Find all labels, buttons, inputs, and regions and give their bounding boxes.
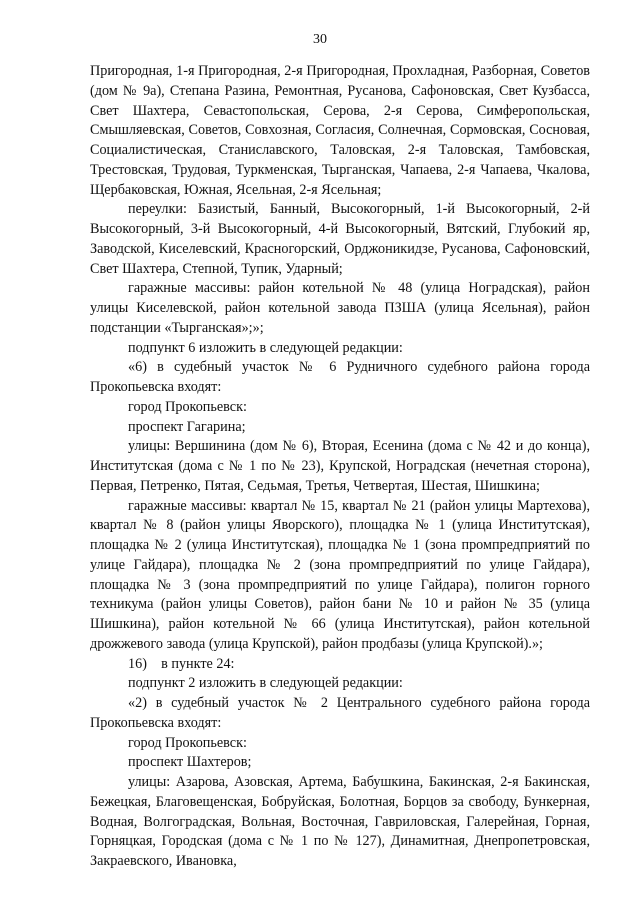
paragraph-garage-areas-section-6: гаражные массивы: квартал № 15, квартал № 21 (район улицы Мартехова), квартал № 8 (район улицы Яворского), площадка № 1 (улица Институтская), площадка № 2 (улица Институтская), площадка № 1 (зона промпредприятий по улице Гайдара), площадка № 2 (зона промпредприятий по улице Гайдара), площадка № 3 (зона промпредприятий по улице Гайдара), полигон горного техникума (район улицы Советов), район бани № 10 и район № 35 (улица Шишкина), район котельной № 66 (улица Институтская), район котельной дрожжевого завода (улица Крупской), район продбазы (улица Крупской).»;: [90, 497, 590, 652]
paragraph-garage-areas: гаражные массивы: район котельной № 48 (улица Ноградская), район улицы Киселевской, район котельной завода ПЗША (улица Ясельная), район подстанции «Тырганская»;»;: [90, 280, 590, 336]
page-number: 30: [313, 32, 327, 47]
paragraph-subpoint-6-intro: подпункт 6 изложить в следующей редакции:: [128, 339, 403, 356]
paragraph-court-section-2: «2) в судебный участок № 2 Центрального судебного района города Прокопьевска входят:: [90, 695, 590, 731]
paragraph-streets-section-2: улицы: Азарова, Азовская, Артема, Бабушкина, Бакинская, 2-я Бакинская, Бежецкая, Благовещенская, Бобруйская, Болотная, Борцов за свободу, Бункерная, Водная, Волгоградская, Вольная, Восточная, Гавриловская, Галерейная, Горная, Горняцкая, Городская (дома с № 1 по № 127), Динамитная, Днепропетровская, Закраевского, Ивановка,: [90, 774, 590, 869]
paragraph-streets-section-6: улицы: Вершинина (дом № 6), Вторая, Есенина (дома с № 42 и до конца), Институтская (дома с № 1 по № 23), Крупской, Ноградская (нечетная сторона), Первая, Петренко, Пятая, Седьмая, Третья, Четвертая, Шестая, Шишкина;: [90, 438, 590, 494]
document-body: [90, 62, 590, 872]
paragraph-lanes: переулки: Базистый, Банный, Высокогорный, 1-й Высокогорный, 2-й Высокогорный, 3-й Высокогорный, 4-й Высокогорный, Вятский, Глубокий яр, Заводской, Киселевский, Красногорский, Орджоникидзе, Русанова, Сафоновский, Свет Шахтера, Степной, Тупик, Ударный;: [90, 201, 590, 277]
paragraph-city-2: город Прокопьевск:: [128, 734, 247, 751]
paragraph-avenue-shakhterov: проспект Шахтеров;: [128, 754, 252, 771]
paragraph-item-16: 16) в пункте 24:: [128, 655, 235, 672]
paragraph-avenue-gagarina: проспект Гагарина;: [128, 418, 246, 435]
paragraph-court-section-6: «6) в судебный участок № 6 Рудничного судебного района города Прокопьевска входят:: [90, 359, 590, 395]
paragraph-city: город Прокопьевск:: [128, 398, 247, 415]
paragraph-subpoint-2-intro: подпункт 2 изложить в следующей редакции:: [128, 675, 403, 692]
paragraph-streets-continued: Пригородная, 1-я Пригородная, 2-я Пригородная, Прохладная, Разборная, Советов (дом № 9а), Степана Разина, Ремонтная, Русанова, Сафоновская, Свет Кузбасса, Свет Шахтера, Севастопольская, Серова, 2-я Серова, Симферопольская, Смышляевская, Советов, Совхозная, Согласия, Солнечная, Сормовская, Сосновая, Социалистическая, Станиславского, Таловская, 2-я Таловская, Тамбовская, Трестовская, Трудовая, Туркменская, Тырганская, Чапаева, 2-я Чапаева, Чкалова, Щербаковская, Южная, Ясельная, 2-я Ясельная;: [90, 63, 590, 198]
